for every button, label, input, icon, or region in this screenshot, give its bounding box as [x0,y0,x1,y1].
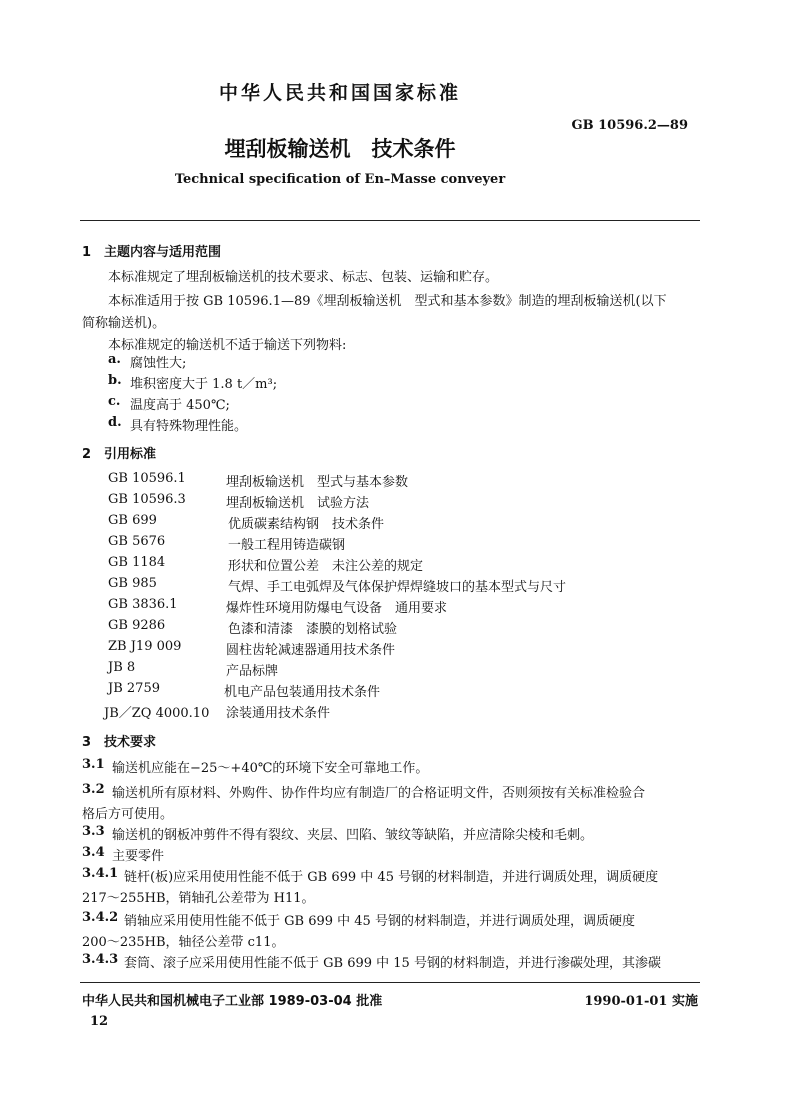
reference-code: JB 2759 [108,681,160,696]
clause-text: 格后方可使用。 [82,807,174,822]
reference-code: GB 985 [108,576,157,591]
clause-text: 217～255HB，销轴孔公差带为 H11。 [82,891,315,906]
list-item-label: a. [108,352,121,367]
reference-code: GB 699 [108,513,157,528]
reference-title: 色漆和清漆 漆膜的划格试验 [228,622,398,637]
reference-title: 埋刮板输送机 型式与基本参数 [226,475,409,490]
reference-code: JB 8 [108,660,136,675]
list-item-label: c. [108,394,121,409]
reference-title: 圆柱齿轮减速器通用技术条件 [226,643,396,658]
english-title: Technical specification of En–Masse conveyer [174,172,506,187]
reference-code: GB 10596.1 [108,471,186,486]
clause-number: 3.4.3 [82,952,119,967]
list-item-text: 温度高于 450℃; [130,398,230,413]
reference-title: 形状和位置公差 未注公差的规定 [228,559,424,574]
page-number: 12 [90,1014,109,1029]
section2-heading: 2 引用标准 [82,447,157,462]
list-item-text: 堆积密度大于 1.8 t／m³; [130,377,278,392]
reference-code: GB 3836.1 [108,597,178,612]
implementation-date: 1990-01-01 实施 [584,994,698,1009]
section1-paragraph: 简称输送机)。 [82,316,166,331]
list-item-label: b. [108,373,122,388]
reference-title: 涂装通用技术条件 [226,706,331,721]
clause-text: 200～235HB，轴径公差带 c11。 [82,935,285,950]
standard-number: GB 10596.2—89 [571,118,688,133]
reference-code: GB 5676 [108,534,166,549]
standard-org-title: 中华人民共和国国家标准 [218,82,461,104]
section1-paragraph: 本标准规定的输送机不适于输送下列物料: [108,338,347,353]
list-item-label: d. [108,415,122,430]
reference-code: GB 10596.3 [108,492,186,507]
clause-text: 主要零件 [112,849,165,864]
reference-code: GB 9286 [108,618,166,633]
reference-title: 产品标牌 [226,664,279,679]
clause-number: 3.4.2 [82,910,119,925]
clause-number: 3.3 [82,824,105,839]
clause-text: 套筒、滚子应采用使用性能不低于 GB 699 中 15 号钢的材料制造，并进行渗碳处理，其渗碳 [124,956,661,971]
reference-code: JB／ZQ 4000.10 [104,706,210,721]
list-item-text: 具有特殊物理性能。 [130,419,248,434]
header-divider [80,220,700,221]
reference-title: 埋刮板输送机 试验方法 [226,496,370,511]
footer-divider [80,982,700,983]
reference-title: 气焊、手工电弧焊及气体保护焊焊缝坡口的基本型式与尺寸 [228,580,567,595]
reference-code: GB 1184 [108,555,166,570]
clause-number: 3.2 [82,782,105,797]
section1-heading: 1 主题内容与适用范围 [82,245,222,260]
clause-text: 链杆(板)应采用使用性能不低于 GB 699 中 45 号钢的材料制造，并进行调质处理，调质硬度 [124,870,659,885]
section1-paragraph: 本标准适用于按 GB 10596.1—89《埋刮板输送机 型式和基本参数》制造的埋刮板输送机(以下 [108,294,667,309]
clause-text: 输送机应能在−25～+40℃的环境下安全可靠地工作。 [112,761,429,776]
clause-text: 输送机的钢板冲剪件不得有裂纹、夹层、凹陷、皱纹等缺陷，并应清除尖棱和毛刺。 [112,828,594,843]
reference-title: 爆炸性环境用防爆电气设备 通用要求 [226,601,448,616]
reference-title: 一般工程用铸造碳钢 [228,538,346,553]
clause-number: 3.1 [82,757,105,772]
clause-number: 3.4.1 [82,866,119,881]
reference-title: 优质碳素结构钢 技术条件 [228,517,385,532]
reference-title: 机电产品包装通用技术条件 [224,685,381,700]
clause-text: 输送机所有原材料、外购件、协作件均应有制造厂的合格证明文件，否则须按有关标准检验合 [112,786,646,801]
document-title: 埋刮板输送机 技术条件 [224,137,456,161]
clause-text: 销轴应采用使用性能不低于 GB 699 中 45 号钢的材料制造，并进行调质处理，调质硬度 [124,914,635,929]
reference-code: ZB J19 009 [108,639,182,654]
section1-paragraph: 本标准规定了埋刮板输送机的技术要求、标志、包装、运输和贮存。 [108,270,499,285]
approval-statement: 中华人民共和国机械电子工业部 1989-03-04 批准 [82,994,383,1009]
section3-heading: 3 技术要求 [82,735,157,750]
list-item-text: 腐蚀性大; [130,356,187,371]
clause-number: 3.4 [82,845,105,860]
